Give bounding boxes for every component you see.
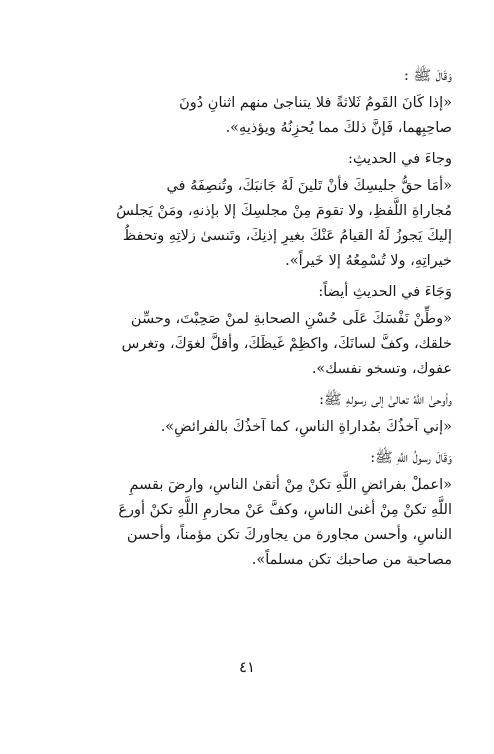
- text-line: إليكَ يَجوزُ لَهُ القيامُ عَنْكَ بغيرِ إذنِكَ، وتَنسىٰ زلاتِهِ وتحفظُ: [122, 228, 452, 244]
- text-line: «إني آخذُكَ بمُداراةِ الناسِ، كما آخذُكَ بالفرائضِ».: [160, 419, 452, 435]
- text-line: الناسِ، وأحسن مجاورة من يجاوركَ تكن مؤمناً، وأحسن: [126, 527, 452, 543]
- quote-paragraph: [42, 307, 452, 382]
- section-intro: وجاءَ في الحديثِ:: [347, 151, 452, 167]
- text-line: خيراتِهِ، ولا تُسْمِعُهُ إلا خَيراً».: [285, 253, 452, 269]
- text-line: «إذا كَانَ القَومُ ثَلاثةً فلا يتناجىٰ منهم اثنانِ دُونَ: [179, 95, 452, 111]
- text-line: صاحِبِهما، فَإنَّ ذلكَ مما يُحزِنُهُ ويؤذيهِ».: [225, 120, 452, 136]
- section-intro: وَجَاءَ في الحديثِ أيضاً:: [318, 284, 452, 300]
- text-line: اللَّهِ تكنْ مِنْ أغنىٰ الناسِ، وكفَّ عَنْ محارمِ اللَّهِ تكنْ أورعَ: [118, 502, 452, 518]
- text-line: «وطِّنْ نَفْسَكَ عَلَى حُسْنِ الصحابةِ لمنْ صَحِبْتَ، وحسِّن: [130, 311, 452, 327]
- text-line: «أمَا حقُّ جليسِكَ فأنْ تَلينَ لَهُ جَانبَكَ، وتُنصِفَهُ في: [166, 178, 452, 194]
- page-content: [42, 64, 452, 573]
- quote-paragraph: [42, 91, 452, 141]
- page-number: ٤١: [238, 658, 256, 676]
- text-line: «اعملْ بفرائضِ اللَّهِ تكنْ مِنْ أتقىٰ الناسِ، وارضَ بقسمِ: [129, 477, 452, 493]
- quote-paragraph: [42, 415, 452, 440]
- text-line: مُجاراةِ اللَّفظِ، ولا تقومَ مِنْ مجلسِكَ إلا بإذنهِ، ومَنْ يَجلسُ: [116, 203, 452, 219]
- section-intro: وَقَالَ ﷺ :: [403, 68, 452, 84]
- quote-paragraph: [42, 174, 452, 274]
- section-intro: وَقَالَ رسولُ اللَّهِ ﷺ:: [370, 450, 452, 466]
- text-line: عفوك، وتسخو نفسك».: [311, 361, 452, 377]
- quote-paragraph: [42, 473, 452, 573]
- text-line: خلقك، وكفَّ لسانَكَ، واكظِمْ غَيظَكَ، وأقلَّ لغوَكَ، وتغرس: [121, 336, 452, 352]
- text-line: مصاحبة من صاحبك تكن مسلماً».: [251, 552, 452, 568]
- section-intro: وأوحىٰ اللَّهُ تعالىٰ إلى رسولهِ ﷺ:: [319, 392, 452, 408]
